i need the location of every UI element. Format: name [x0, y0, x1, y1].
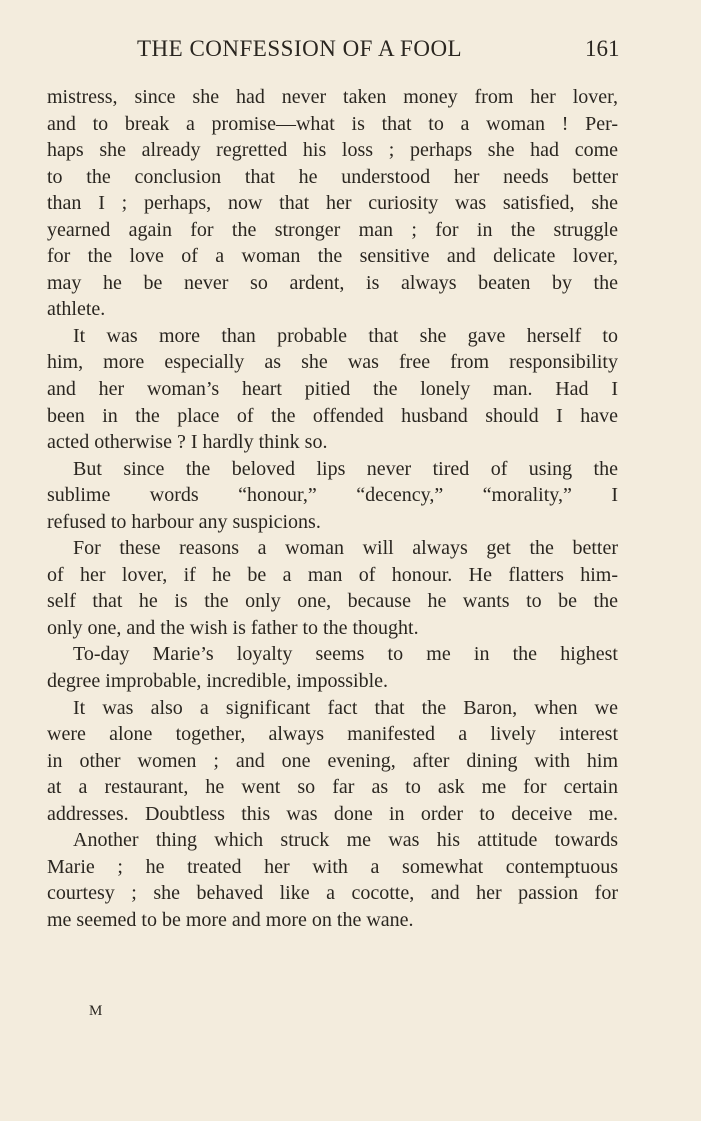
paragraph-first-line: It was also a significant fact that the Baron, when we [73, 696, 618, 719]
text-line: at a restaurant, he went so far as to ask me for certain [47, 776, 618, 799]
text-line: athlete. [47, 298, 106, 321]
text-line: sublime words “honour,” “decency,” “morality,” I [47, 484, 618, 507]
text-line: been in the place of the offended husband should I have [47, 404, 618, 427]
text-line: only one, and the wish is father to the thought. [47, 616, 419, 639]
text-line: acted otherwise ? I hardly think so. [47, 431, 328, 454]
text-line: him, more especially as she was free from responsibility [47, 351, 618, 374]
paragraph-first-line: It was more than probable that she gave herself to [73, 324, 618, 347]
text-line: in other women ; and one evening, after dining with him [47, 749, 618, 772]
text-line: haps she already regretted his loss ; perhaps she had come [47, 139, 618, 162]
paragraph-first-line: But since the beloved lips never tired of using the [73, 457, 618, 480]
signature-mark: M [89, 1003, 103, 1019]
text-line: degree improbable, incredible, impossible. [47, 670, 389, 693]
text-line: mistress, since she had never taken money from her lover, [47, 86, 618, 108]
text-line: self that he is the only one, because he wants to be the [47, 590, 618, 613]
text-line: may he be never so ardent, is always beaten by the [47, 271, 618, 294]
text-line: refused to harbour any suspicions. [47, 510, 321, 533]
text-line: Marie ; he treated her with a somewhat contemptuous [47, 855, 618, 878]
body-text [47, 84, 618, 934]
text-line: courtesy ; she behaved like a cocotte, and her passion for [47, 882, 618, 905]
text-line: addresses. Doubtless this was done in order to deceive me. [47, 802, 618, 825]
text-line: to the conclusion that he understood her needs better [47, 165, 618, 188]
text-line: than I ; perhaps, now that her curiosity was satisfied, she [47, 192, 618, 215]
text-line: for the love of a woman the sensitive and delicate lover, [47, 245, 618, 268]
paragraph-first-line: Another thing which struck me was his attitude towards [73, 829, 618, 852]
text-line: yearned again for the stronger man ; for in the struggle [47, 218, 618, 241]
paragraph-first-line: To-day Marie’s loyalty seems to me in the highest [73, 643, 618, 666]
text-line: and her woman’s heart pitied the lonely man. Had I [47, 378, 618, 401]
paragraph-first-line: For these reasons a woman will always get the better [73, 537, 618, 560]
running-title: THE CONFESSION OF A FOOL [137, 36, 463, 61]
text-line: and to break a promise—what is that to a woman ! Per- [47, 112, 618, 135]
page-number: 161 [585, 36, 620, 61]
text-line: of her lover, if he be a man of honour. He flatters him- [47, 563, 618, 586]
text-line: were alone together, always manifested a lively interest [47, 723, 618, 746]
text-line: me seemed to be more and more on the wane. [47, 908, 414, 931]
